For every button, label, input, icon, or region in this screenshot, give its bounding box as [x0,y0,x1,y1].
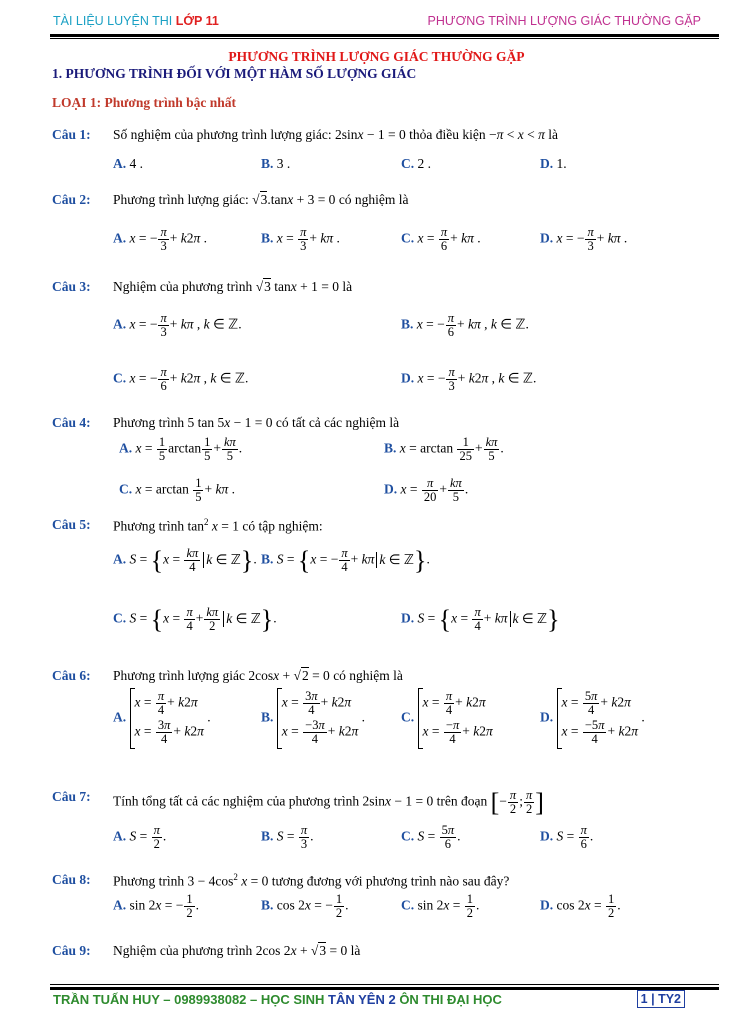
q7-option-d[interactable]: D. S = $\frac{\pi}{6}$ . [540,823,594,852]
q3-option-a[interactable]: A. x = − $\frac{\pi}{3}$ + kπ , k ∈ ℤ. [113,311,242,340]
q2-option-c[interactable]: C. x = $\frac{\pi}{6}$ + kπ . [401,225,481,254]
q2-option-d[interactable]: D. x = − $\frac{\pi}{3}$ + kπ . [540,225,628,254]
q5-option-b[interactable]: B. S = {x = − $\frac{\pi}{4}$ + kπ k ∈ ℤ}. [261,545,430,575]
q1-option-c[interactable]: C. 2 . [401,156,431,171]
q1-option-b[interactable]: B. 3 . [261,156,291,171]
q7-option-c[interactable]: C. S = $\frac{5\pi}{6}$ . [401,823,461,852]
footer-rule [50,987,719,990]
page-title: PHƯƠNG TRÌNH LƯỢNG GIÁC THƯỜNG GẶP [228,49,525,64]
q8-option-c[interactable]: C. sin 2x = $\frac{1}{2}$ . [401,892,480,921]
q6-option-a[interactable]: A. x = $\frac{\pi}{4}$ + k2π x = $\frac{3\pi}{4}$ + k2π . [113,688,211,749]
header-left: TÀI LIỆU LUYỆN THI LỚP 11 [53,14,219,28]
q4-option-b[interactable]: B. x = arctan $\frac{1}{25}$ + $\frac{k\pi}{5}$ . [384,435,504,464]
q4-option-c[interactable]: C. x = arctan $\frac{1}{5}$ + kπ . [119,476,235,505]
q2-option-a[interactable]: A. x = − $\frac{\pi}{3}$ + k2π . [113,225,208,254]
q1-option-d[interactable]: D. 1. [540,156,567,171]
type-heading: LOẠI 1: Phương trình bậc nhất [52,95,236,110]
footer-rule-thin [50,984,719,985]
q8-option-d[interactable]: D. cos 2x = $\frac{1}{2}$ . [540,892,621,921]
q6-option-d[interactable]: D. x = $\frac{5\pi}{4}$ + k2π x = $\frac{-5\pi}{4}$ + k2π . [540,688,645,749]
page-number: 1 | TY2 [637,990,685,1008]
q7-option-a[interactable]: A. S = $\frac{\pi}{2}$ . [113,823,167,852]
q1-option-a[interactable]: A. 4 . [113,156,143,171]
header-grade: LỚP 11 [175,14,219,28]
q3-option-b[interactable]: B. x = − $\frac{\pi}{6}$ + kπ , k ∈ ℤ. [401,311,529,340]
q4-option-a[interactable]: A. x = $\frac{1}{5}$ arctan $\frac{1}{5}$ + $\frac{k\pi}{5}$ . [119,435,243,464]
q6-option-b[interactable]: B. x = $\frac{3\pi}{4}$ + k2π x = $\frac{-3\pi}{4}$ + k2π . [261,688,365,749]
q2-option-b[interactable]: B. x = $\frac{\pi}{3}$ + kπ . [261,225,340,254]
q4-option-d[interactable]: D. x = $\frac{\pi}{20}$ + $\frac{k\pi}{5}$ . [384,476,469,505]
footer-text: TRẦN TUẤN HUY – 0989938082 – HỌC SINH TÂN YÊN 2 ÔN THI ĐẠI HỌC [53,992,502,1007]
section-heading: 1. PHƯƠNG TRÌNH ĐỐI VỚI MỘT HÀM SỐ LƯỢNG GIÁC [52,66,417,81]
header-right: PHƯƠNG TRÌNH LƯỢNG GIÁC THƯỜNG GẶP [427,14,701,28]
header-rule-thin [50,38,719,39]
q8-option-b[interactable]: B. cos 2x = − $\frac{1}{2}$ . [261,892,349,921]
q6-option-c[interactable]: C. x = $\frac{\pi}{4}$ + k2π x = $\frac{-\pi}{4}$ + k2π [401,688,493,749]
q5-option-c[interactable]: C. S = {x = $\frac{\pi}{4}$ + $\frac{k\pi}{2}$ k ∈ ℤ}. [113,604,277,634]
q7-option-b[interactable]: B. S = $\frac{\pi}{3}$ . [261,823,314,852]
q3-option-c[interactable]: C. x = − $\frac{\pi}{6}$ + k2π , k ∈ ℤ. [113,365,249,394]
q5-option-d[interactable]: D. S = {x = $\frac{\pi}{4}$ + kπ k ∈ ℤ} [401,604,560,634]
q3-option-d[interactable]: D. x = − $\frac{\pi}{3}$ + k2π , k ∈ ℤ. [401,365,537,394]
header-rule [50,34,719,37]
q5-option-a[interactable]: A. S = {x = $\frac{k\pi}{4}$ k ∈ ℤ}. [113,545,257,575]
q8-option-a[interactable]: A. sin 2x = − $\frac{1}{2}$ . [113,892,199,921]
